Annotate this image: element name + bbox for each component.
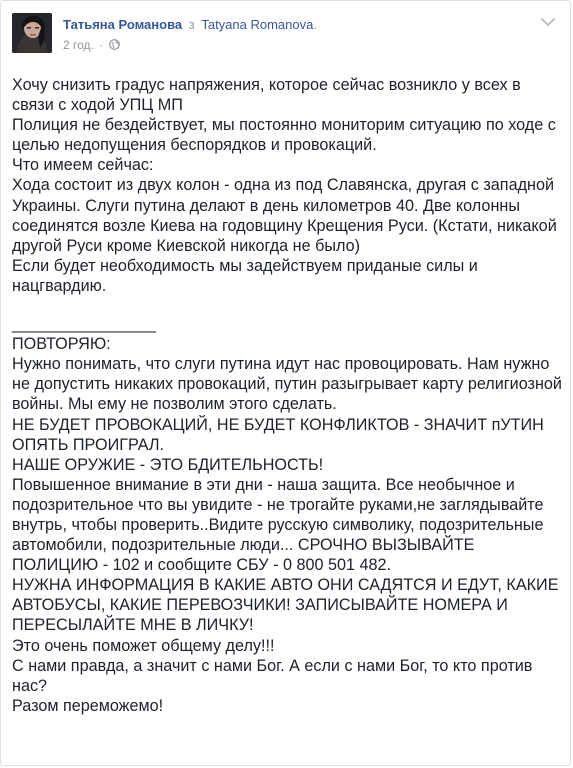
post-paragraph: Это очень поможет общему делу!!! xyxy=(12,636,275,655)
post-header xyxy=(12,13,560,65)
post-paragraph: Что имеем сейчас: xyxy=(12,156,154,175)
post-paragraph: Хода состоит из двух колон - одна из под Славянска, другая с западной Украины. Слуги путина делают в день километров 40. Две колонны соединятся возле Киева на годовщину Крещения Руси. (Кстати, никакой другой Руси кроме Киевской никогда не было) xyxy=(12,176,562,255)
post-paragraph: Нужно понимать, что слуги путина идут нас провоцировать. Нам нужно не допустить никаких провокаций, путин разыгрывает карту религиозной войны. Мы ему не позволим этого сделать. xyxy=(12,355,567,414)
post-meta xyxy=(63,37,120,53)
post-paragraph: Если будет необходимость мы задействуем приданые силы и нацгвардию. xyxy=(12,256,483,295)
post-paragraph: Хочу снизить градус напряжения, которое сейчас возникло у всех в связи с ходой УПЦ МП xyxy=(12,76,526,115)
post-paragraph: Повышенное внимание в эти дни - наша защита. Все необычное и подозрительное что вы увидите - не трогайте руками,не заглядывайте внутрь, чтобы проверить..Видите русскую символику, подозрительные автомобили, подозрительные люди... СРОЧНО ВЫЗЫВАЙТЕ ПОЛИЦИЮ - 102 и сообщите СБУ - 0 800 501 482. xyxy=(12,475,549,575)
post-paragraph: НЕ БУДЕТ ПРОВОКАЦИЙ, НЕ БУДЕТ КОНФЛИКТОВ - ЗНАЧИТ пУТИН ОПЯТЬ ПРОИГРАЛ. xyxy=(12,415,549,454)
post-timestamp[interactable]: 2 год. xyxy=(63,38,94,52)
divider-line: ________________ xyxy=(12,315,157,334)
post-paragraph: Полиция не бездействует, мы постоянно мониторим ситуацию по ходе с целью недопущения беспорядков и провокаций. xyxy=(12,116,561,155)
globe-icon[interactable] xyxy=(109,38,120,49)
post-paragraph: Разом переможемо! xyxy=(12,696,164,715)
shared-page-link[interactable]: Tatyana Romanova xyxy=(201,17,314,32)
post-paragraph: ПОВТОРЯЮ: xyxy=(12,335,111,354)
post-paragraph: НУЖНА ИНФОРМАЦИЯ В КАКИЕ АВТО ОНИ САДЯТСЯ И ЕДУТ, КАКИЕ АВТОБУСЫ, КАКИЕ ПЕРЕВОЗЧИКИ! ЗАПИСЫВАЙТЕ НОМЕРА И ПЕРЕСЫЛАЙТЕ МНЕ В ЛИЧКУ! xyxy=(12,576,563,635)
author-connector: з xyxy=(188,17,195,32)
author-trailing-dot: . xyxy=(313,17,317,32)
post-paragraph: С нами правда, а значит с нами Бог. А если с нами Бог, то кто против нас? xyxy=(12,656,537,695)
meta-separator: · xyxy=(99,38,104,52)
post-body xyxy=(12,75,567,716)
paragraph-gap xyxy=(12,296,564,314)
author-name-link[interactable]: Татьяна Романова xyxy=(63,17,183,32)
post-paragraph: НАШЕ ОРУЖИЕ - ЭТО БДИТЕЛЬНОСТЬ! xyxy=(12,455,324,474)
avatar[interactable] xyxy=(12,13,52,53)
author-line xyxy=(63,16,317,33)
chevron-down-icon[interactable] xyxy=(540,15,556,27)
